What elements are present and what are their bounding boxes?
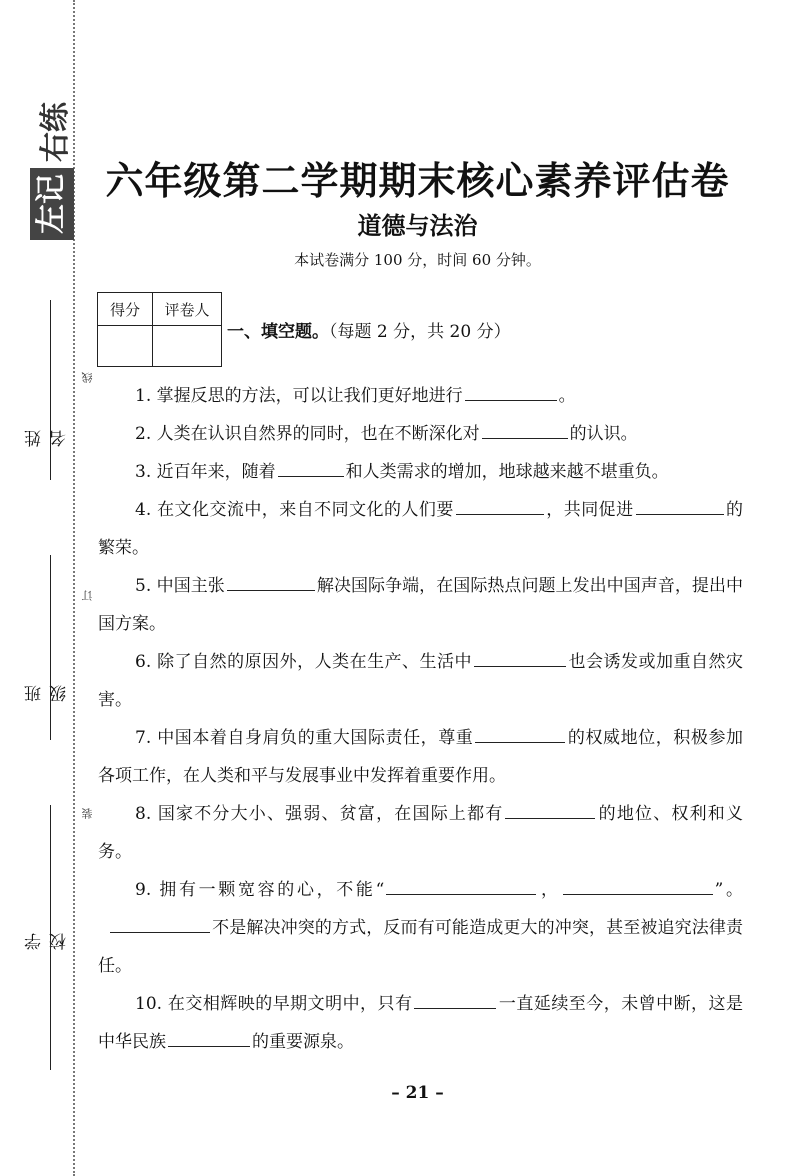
score-table [97,292,222,367]
question-text: 1. 掌握反思的方法，可以让我们更好地进行 [135,386,463,406]
question-8 [98,795,743,871]
name-write-line[interactable] [50,300,51,480]
question-1 [98,377,743,415]
answer-blank[interactable] [563,874,713,895]
question-text: 的地位、权利和义务。 [98,804,744,862]
question-text: 6. 除了自然的原因外，人类在生产、生活中 [135,652,473,672]
question-text: 9. 拥有一颗宽容的心，不能“ [135,880,385,900]
seal-mark-line: 线 [81,372,94,383]
seal-mark-pack: 装 [81,808,94,819]
question-text: 5. 中国主张 [135,576,225,596]
name-label: 姓名 [25,430,70,447]
answer-blank[interactable] [227,570,315,591]
question-text: 解决国际争端，在国际热点问题上发出中国声音，提出中国方案。 [98,576,744,634]
question-text: 的重要源泉。 [252,1032,354,1052]
grader-header: 评卷人 [153,293,222,326]
section-note: （每题 2 分，共 20 分） [329,322,511,342]
question-text: 不是解决冲突的方式，反而有可能造成更大的冲突，甚至被追究法律责任。 [98,918,743,976]
question-text: 4. 在文化交流中，来自不同文化的人们要 [135,500,454,520]
section-heading [227,317,511,342]
school-label: 学校 [25,933,70,950]
school-write-line[interactable] [50,805,51,1070]
question-6 [98,643,743,719]
question-text: ， [538,880,561,900]
question-9 [98,871,743,985]
answer-blank[interactable] [482,418,568,439]
question-3 [98,453,743,491]
answer-blank[interactable] [456,494,544,515]
brand-logo [30,60,74,240]
question-text: 10. 在交相辉映的早期文明中，只有 [135,994,413,1014]
question-text: 3. 近百年来，随着 [135,462,276,482]
answer-blank[interactable] [465,380,557,401]
answer-blank[interactable] [636,494,724,515]
answer-blank[interactable] [505,798,595,819]
question-text: 8. 国家不分大小、强弱、贫富，在国际上都有 [135,804,504,824]
section-name: 一、填空题。 [227,322,329,342]
answer-blank[interactable] [414,988,496,1009]
exam-subject: 道德与法治 [357,212,478,240]
question-text: 一直延续至今，未曾中断，这是中华民族 [98,994,743,1052]
question-10 [98,985,743,1061]
question-text: 7. 中国本着自身肩负的重大国际责任，尊重 [135,728,474,748]
answer-blank[interactable] [386,874,536,895]
question-7 [98,719,743,795]
question-text: 的繁荣。 [98,500,744,558]
question-text: 和人类需求的增加，地球越来越不堪重负。 [345,462,669,482]
question-text: 也会诱发或加重自然灾害。 [98,652,744,710]
score-header: 得分 [98,293,153,326]
grader-cell[interactable] [153,326,222,367]
question-text: 的认识。 [569,424,638,444]
brand-box-text: 左记 [30,168,74,240]
question-2 [98,415,743,453]
answer-blank[interactable] [475,722,565,743]
exam-title: 六年级第二学期期末核心素养评估卷 [105,159,730,203]
answer-blank[interactable] [278,456,344,477]
brand-text: 右练 [38,102,73,162]
question-5 [98,567,743,643]
question-text: 的权威地位，积极参加各项工作，在人类和平与发展事业中发挥着重要作用。 [98,728,744,786]
seal-mark-bind: 订 [81,590,94,601]
page-number: – 21 – [391,1083,444,1103]
question-text: 。 [558,386,576,406]
answer-blank[interactable] [474,646,566,667]
question-list [98,377,743,1061]
answer-blank[interactable] [168,1026,250,1047]
answer-blank[interactable] [110,912,210,933]
class-write-line[interactable] [50,555,51,740]
exam-note: 本试卷满分 100 分，时间 60 分钟。 [294,251,541,269]
question-text: ”。 [714,880,743,900]
question-text: 2. 人类在认识自然界的同时，也在不断深化对 [135,424,480,444]
question-text: ，共同促进 [545,500,634,520]
question-4 [98,491,743,567]
score-cell[interactable] [98,326,153,367]
class-label: 班级 [25,685,70,702]
